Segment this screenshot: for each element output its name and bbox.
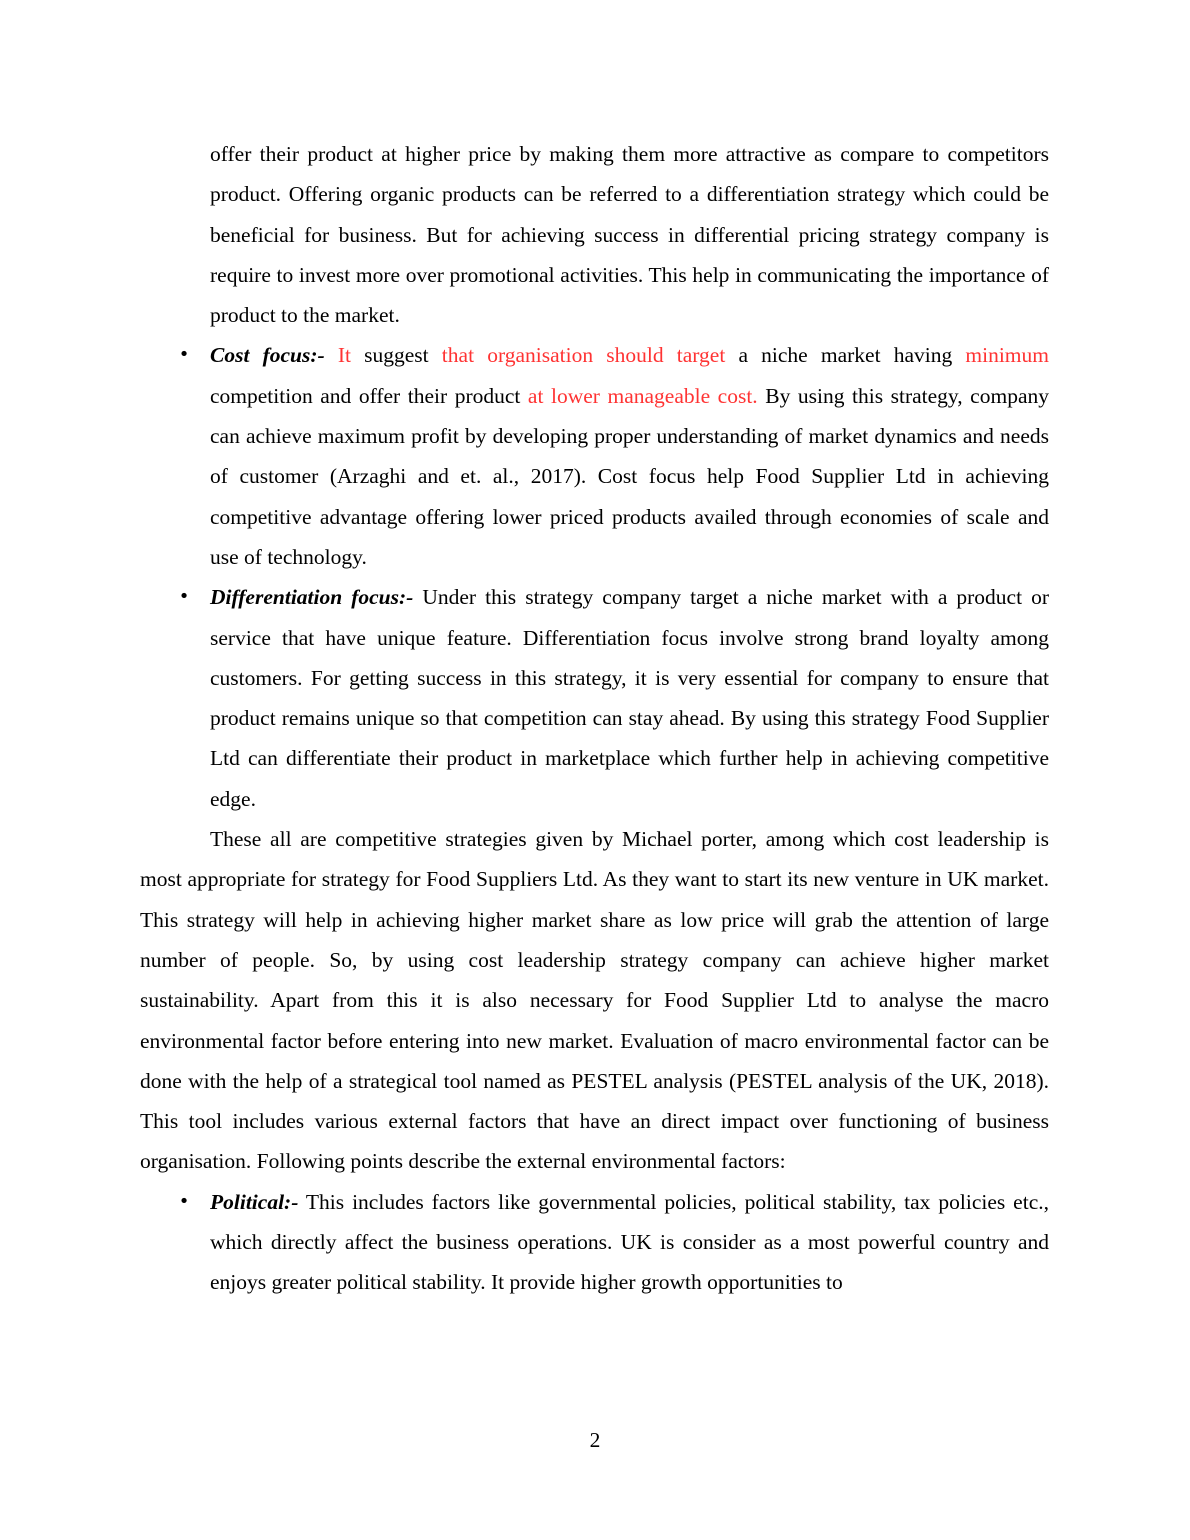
- list-item-differentiation-focus: [178, 577, 1050, 819]
- continuation-paragraph: offer their product at higher price by making them more attractive as compare to competitors product. Offering organic products can be referred to a differentiation strategy which could be beneficial for business. But for achieving success in differential pricing strategy company is require to invest more over promotional activities. This help in communicating the importance of product to the market.: [210, 142, 1049, 328]
- list-item-political: [178, 1182, 1049, 1303]
- highlighted-text: minimum: [965, 343, 1050, 368]
- bullet-icon: •: [178, 1190, 190, 1212]
- body-text: This includes factors like governmental policies, political stability, tax policies etc., which directly affect the business operations. UK is consider as a most powerful country and enjoys greater political stability. It provide higher growth opportunities to: [210, 1189, 1049, 1295]
- bullet-icon: •: [178, 586, 190, 608]
- body-text: suggest: [350, 343, 442, 368]
- strategy-bullet-list: [140, 335, 1049, 819]
- summary-paragraph: These all are competitive strategies given by Michael porter, among which cost leadership is most appropriate for strategy for Food Suppliers Ltd. As they want to start its new venture in UK market. This strategy will help in achieving higher market share as low price will grab the attention of large number of people. So, by using cost leadership strategy company can achieve higher market sustainability. Apart from this it is also necessary for Food Supplier Ltd to analyse the macro environmental factor before entering into new market. Evaluation of macro environmental factor can be done with the help of a strategical tool named as PESTEL analysis (PESTEL analysis of the UK, 2018). This tool includes various external factors that have an direct impact over functioning of business organisation. Following points describe the external environmental factors:: [140, 827, 1049, 1174]
- page-content: [140, 134, 1049, 1303]
- political-term: Political:-: [210, 1189, 299, 1214]
- differentiation-focus-term: Differentiation focus:-: [210, 585, 414, 610]
- highlighted-text: at lower manageable cost.: [527, 383, 758, 408]
- body-text: competition and offer their product: [210, 383, 528, 408]
- highlighted-text: It: [337, 343, 351, 368]
- body-text: a niche market having: [725, 343, 966, 368]
- pestel-bullet-list: [140, 1182, 1049, 1303]
- highlighted-text: that organisation should target: [441, 343, 726, 368]
- page-number: 2: [589, 1428, 601, 1452]
- body-text: By using this strategy, company can achieve maximum profit by developing proper understanding of market dynamics and needs of customer (Arzaghi and et. al., 2017). Cost focus help Food Supplier Ltd in achieving competitive advantage offering lower priced products availed through economies of scale and use of technology.: [210, 383, 1049, 569]
- bullet-icon: •: [178, 344, 190, 366]
- body-text: Under this strategy company target a niche market with a product or service that have unique feature. Differentiation focus involve strong brand loyalty among customers. For getting success in this strategy, it is very essential for company to ensure that product remains unique so that competition can stay ahead. By using this strategy Food Supplier Ltd can differentiate their product in marketplace which further help in achieving competitive edge.: [210, 585, 1050, 811]
- list-item-cost-focus: [178, 335, 1050, 577]
- cost-focus-term: Cost focus:-: [210, 343, 325, 368]
